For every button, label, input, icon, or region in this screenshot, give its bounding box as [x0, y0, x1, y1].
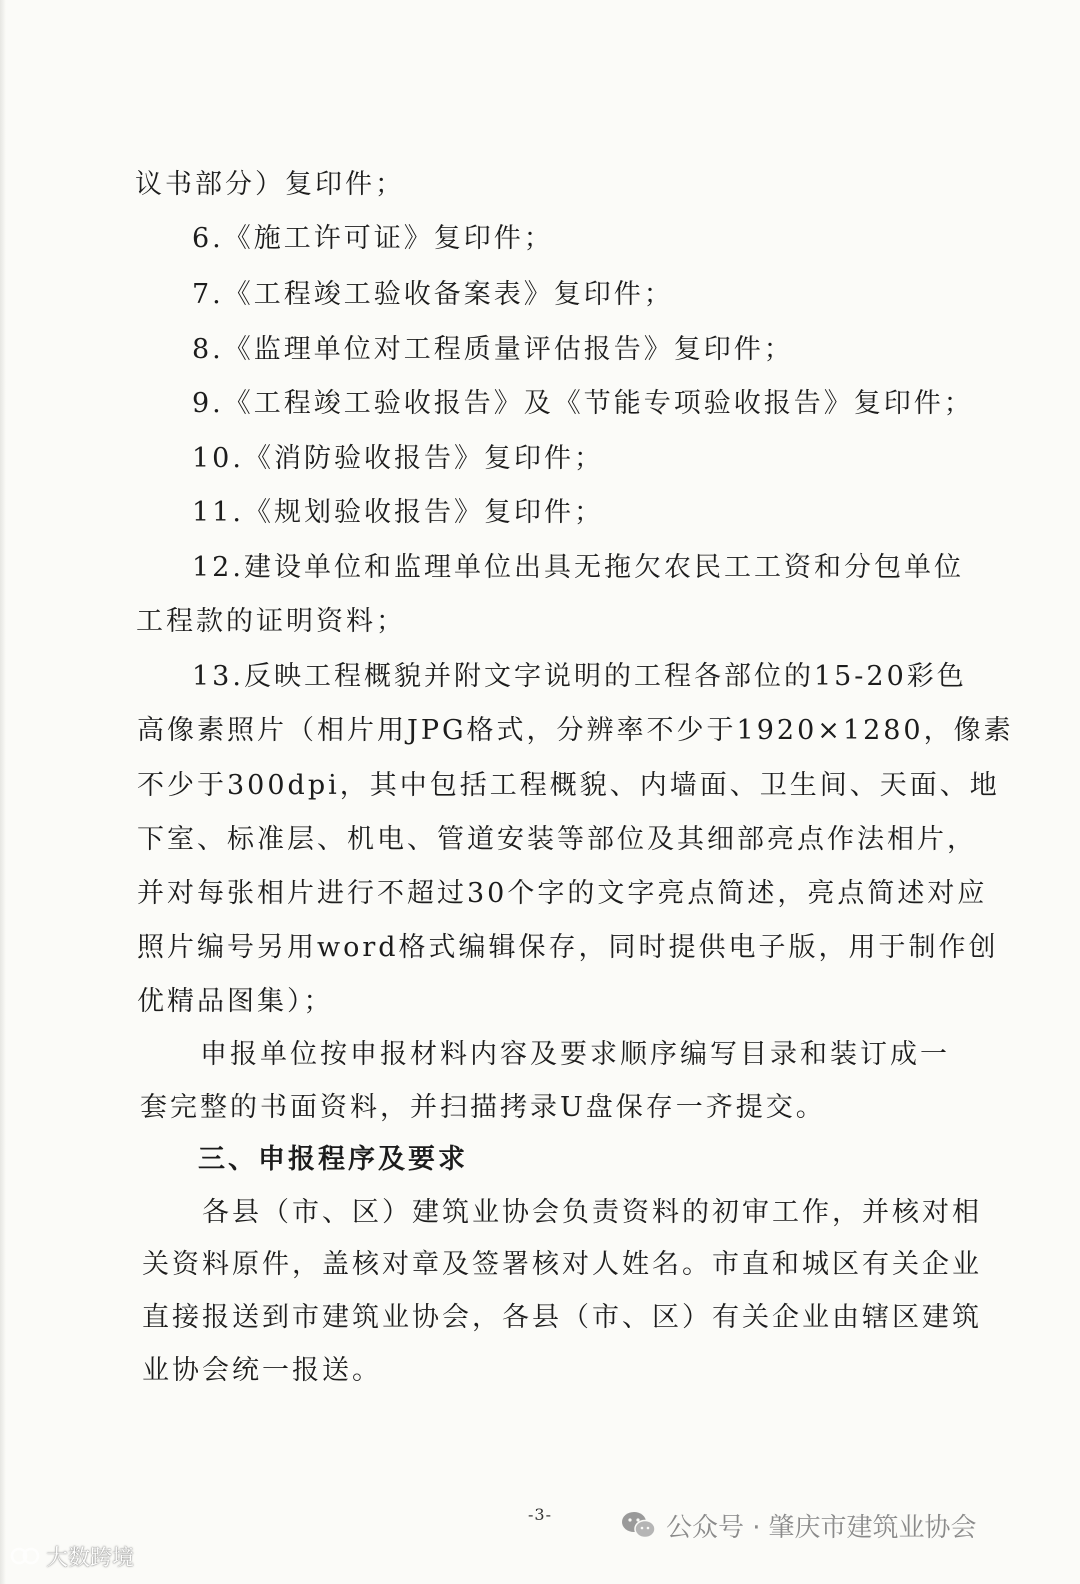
list-item-11: 11.《规划验收报告》复印件；	[192, 497, 604, 528]
text-line: 套完整的书面资料，并扫描拷录U盘保存一齐提交。	[140, 1092, 826, 1123]
paragraph-line: 各县（市、区）建筑业协会负责资料的初审工作，并核对相	[202, 1197, 982, 1228]
text-line: 不少于300dpi，其中包括工程概貌、内墙面、卫生间、天面、地	[137, 770, 1000, 801]
list-item-10: 10.《消防验收报告》复印件；	[192, 443, 604, 474]
brand-logo-icon	[10, 1544, 40, 1568]
text-line: 优精品图集）；	[137, 986, 334, 1017]
text-line: 并对每张相片进行不超过30个字的文字亮点简述，亮点简述对应	[137, 878, 988, 909]
text-line: 关资料原件，盖核对章及签署核对人姓名。市直和城区有关企业	[142, 1249, 982, 1280]
corner-watermark	[10, 1540, 134, 1572]
list-item-7: 7.《工程竣工验收备案表》复印件；	[192, 279, 674, 310]
list-item-9: 9.《工程竣工验收报告》及《节能专项验收报告》复印件；	[192, 388, 974, 419]
list-item-8: 8.《监理单位对工程质量评估报告》复印件；	[192, 334, 794, 365]
corner-watermark-text: 大数跨境	[46, 1545, 135, 1571]
text-line: 直接报送到市建筑业协会，各县（市、区）有关企业由辖区建筑	[142, 1302, 982, 1333]
section-heading: 三、申报程序及要求	[198, 1144, 468, 1175]
watermark-prefix: 公众号 ·	[666, 1512, 761, 1543]
text-line: 工程款的证明资料；	[136, 606, 406, 637]
page-number: -3-	[528, 1505, 552, 1524]
list-item-12: 12.建设单位和监理单位出具无拖欠农民工工资和分包单位	[192, 552, 964, 583]
text-line: 议书部分）复印件；	[135, 169, 405, 200]
text-line: 高像素照片（相片用JPG格式，分辨率不少于1920×1280，像素	[137, 715, 1014, 746]
text-line: 照片编号另用word格式编辑保存，同时提供电子版，用于制作创	[137, 932, 999, 963]
list-item-13: 13.反映工程概貌并附文字说明的工程各部位的15-20彩色	[192, 661, 967, 692]
text-line: 下室、标准层、机电、管道安装等部位及其细部亮点作法相片，	[137, 824, 977, 855]
scan-edge	[0, 0, 6, 1584]
wechat-icon	[620, 1509, 658, 1541]
wechat-watermark	[620, 1505, 977, 1545]
paragraph-line: 申报单位按申报材料内容及要求顺序编写目录和装订成一	[200, 1039, 950, 1070]
watermark-account-name: 肇庆市建筑业协会	[768, 1512, 977, 1543]
list-item-6: 6.《施工许可证》复印件；	[192, 223, 554, 254]
text-line: 业协会统一报送。	[142, 1355, 382, 1386]
